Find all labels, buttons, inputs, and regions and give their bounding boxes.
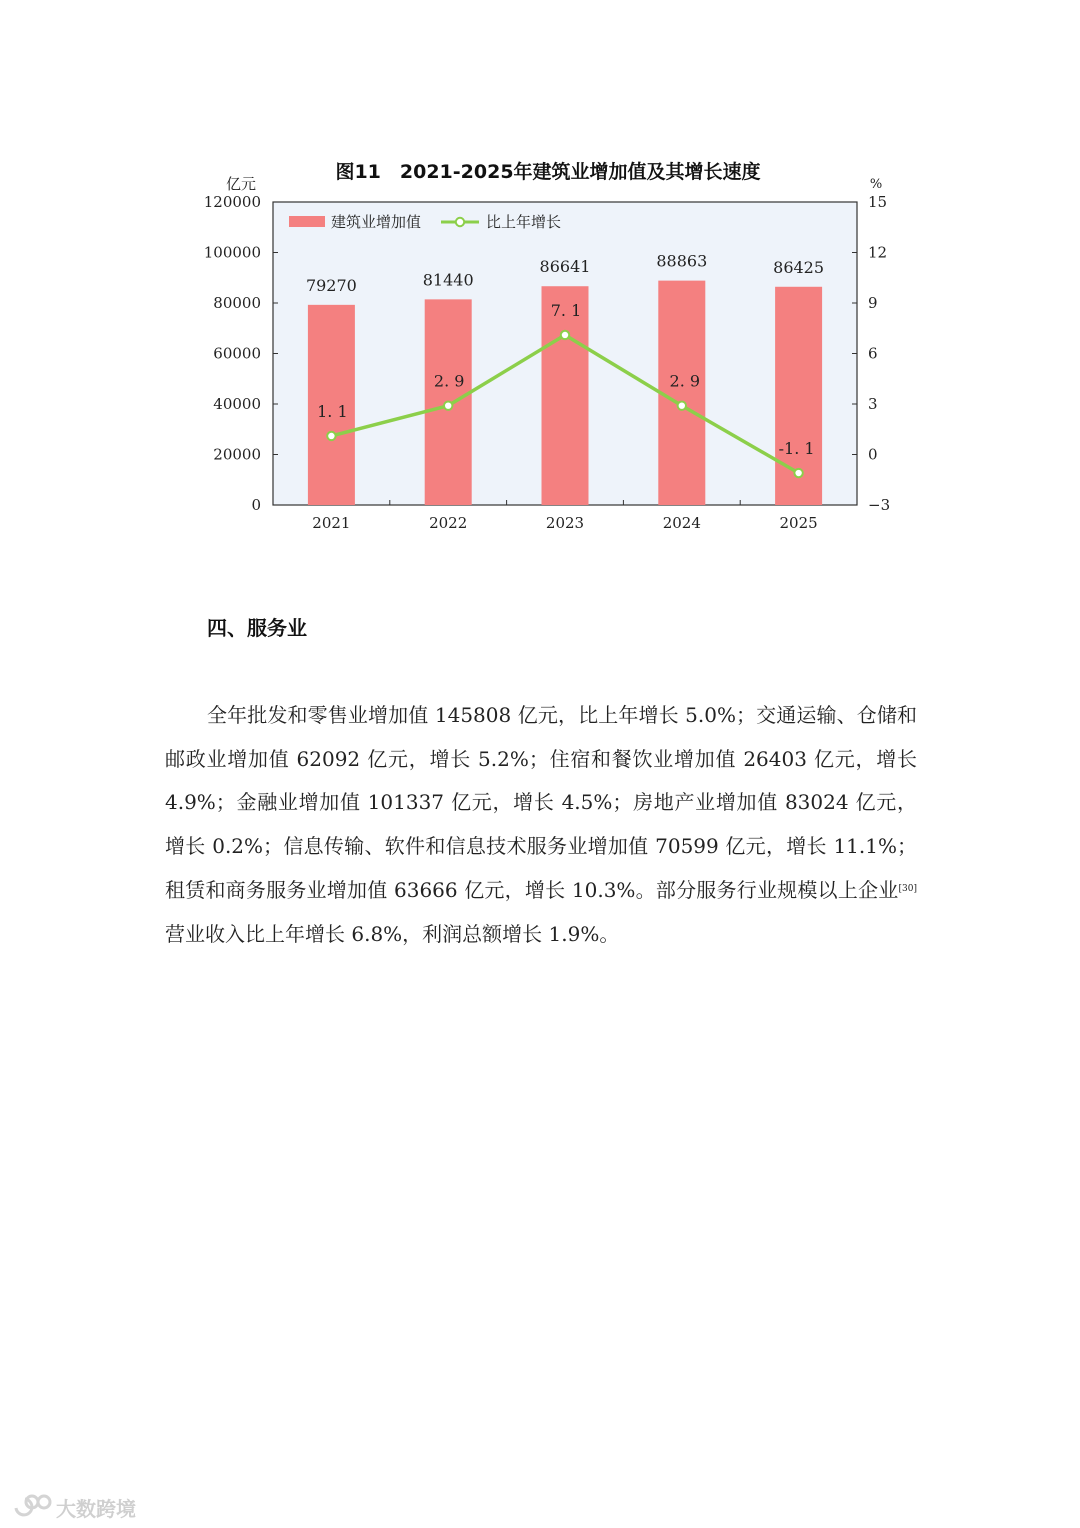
- legend-label-bar: 建筑业增加值: [331, 213, 422, 231]
- footnote-marker: [30]: [898, 884, 917, 895]
- line-point: [561, 331, 569, 339]
- legend-swatch-marker: [456, 218, 464, 226]
- x-tick-label: 2022: [429, 514, 468, 532]
- line-point: [678, 401, 686, 409]
- left-tick-label: 80000: [213, 294, 261, 312]
- right-tick-label: −3: [868, 496, 891, 514]
- bar-value-label: 86425: [773, 257, 825, 277]
- watermark: [8, 1490, 136, 1524]
- bar-value-label: 86641: [539, 257, 591, 277]
- line-point: [444, 401, 452, 409]
- right-axis: [852, 193, 890, 514]
- right-tick-label: 0: [868, 445, 878, 464]
- line-point: [327, 432, 335, 440]
- line-point: [794, 469, 802, 477]
- left-axis: [204, 193, 278, 514]
- bar-value-label: 81440: [422, 270, 474, 290]
- chart: [0, 0, 1080, 560]
- logo-mark-icon: [8, 1492, 52, 1522]
- right-axis-unit: %: [869, 177, 883, 192]
- line-value-label: 7. 1: [550, 300, 582, 320]
- watermark-text: 大数跨境: [56, 1496, 136, 1521]
- line-value-label: 2. 9: [433, 371, 465, 391]
- body-text-part-2: 营业收入比上年增长 6.8%，利润总额增长 1.9%。: [165, 921, 620, 946]
- legend-label-line: 比上年增长: [486, 213, 562, 231]
- right-tick-label: 9: [868, 294, 878, 312]
- left-tick-label: 60000: [213, 344, 261, 363]
- x-tick-label: 2024: [662, 514, 701, 532]
- left-axis-unit: 亿元: [225, 175, 257, 193]
- bar-value-label: 79270: [305, 275, 357, 295]
- bar-value-label: 88863: [656, 251, 708, 271]
- section-body-text: [165, 694, 917, 957]
- x-tick-label: 2023: [545, 514, 585, 532]
- left-tick-label: 100000: [203, 243, 261, 262]
- left-tick-label: 0: [251, 496, 261, 514]
- left-tick-label: 20000: [213, 445, 261, 464]
- right-tick-label: 15: [868, 193, 888, 211]
- line-value-label: -1. 1: [778, 439, 815, 459]
- bar: [658, 281, 705, 505]
- right-tick-label: 3: [868, 395, 878, 413]
- legend-swatch-bar: [289, 216, 325, 227]
- right-tick-label: 12: [868, 243, 888, 262]
- line-value-label: 2. 9: [669, 371, 701, 391]
- section-title: 四、服务业: [207, 616, 307, 640]
- left-tick-label: 40000: [213, 395, 261, 413]
- x-tick-label: 2025: [779, 514, 818, 532]
- left-tick-label: 120000: [203, 193, 261, 211]
- line-value-label: 1. 1: [317, 401, 348, 421]
- right-tick-label: 6: [868, 344, 878, 363]
- x-tick-label: 2021: [312, 514, 351, 532]
- chart-title: 图11 2021-2025年建筑业增加值及其增长速度: [335, 161, 761, 183]
- body-text-part-1: 全年批发和零售业增加值 145808 亿元，比上年增长 5.0%；交通运输、仓储和邮政业增加值 62092 亿元，增长 5.2%；住宿和餐饮业增加值 26403 亿元，增长 4.9%；金融业增加值 101337 亿元，增长 4.5%；房地产业增加值 83024 亿元，增长 0.2%；信息传输、软件和信息技术服务业增加值 70599 亿元，增长 11.1%；租赁和商务服务业增加值 63666 亿元，增长 10.3%。部分服务行业规模以上企业: [165, 703, 917, 903]
